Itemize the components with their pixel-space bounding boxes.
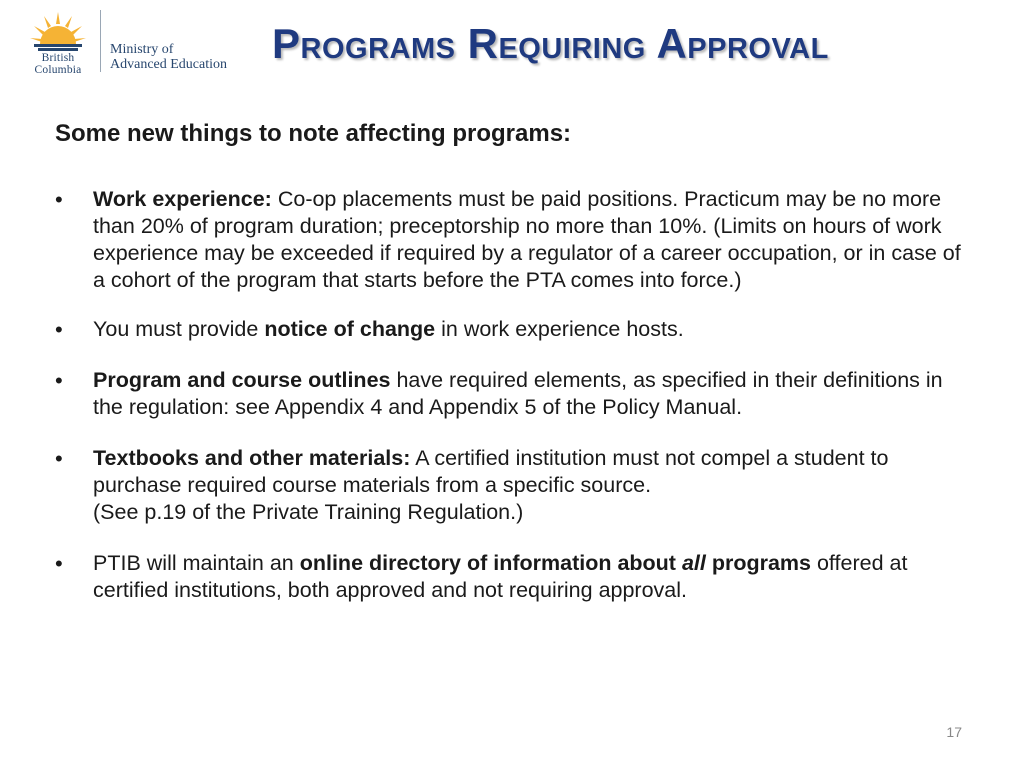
- bullet-text: have required elements, as specified in their definitions in the regulation: see Appendix 4 and Appendix 5 of the Policy Manual.: [93, 368, 943, 419]
- bullet-list: [55, 186, 975, 604]
- bullet-icon: •: [55, 317, 63, 342]
- bullet-work-experience: [55, 186, 975, 294]
- bullet-notice-of-change: [55, 316, 975, 343]
- bullet-text: A certified institution must not compel a student to purchase required course materials from a specific source.: [93, 446, 889, 497]
- bullet-text: PTIB will maintain an: [93, 551, 300, 575]
- bullet-text: offered at certified institutions, both approved and not requiring approval.: [93, 551, 908, 602]
- bullet-lead: Textbooks and other materials:: [93, 446, 411, 470]
- british-columbia-wordmark: [18, 52, 98, 76]
- subtitle: Some new things to note affecting programs:: [55, 120, 572, 147]
- bullet-text: Co-op placements must be paid positions. Practicum may be no more than 20% of program duration; preceptorship no more than 10%. (Limits on hours of work experience may be exceeded if required by a regulator of a career occupation, or in case of a cohort of the program that starts before the PTA comes into force.): [93, 187, 961, 292]
- logo-divider: [100, 10, 101, 72]
- bullet-icon: •: [55, 368, 63, 393]
- bc-sun-logo-icon: [28, 8, 88, 52]
- ministry-line1: Ministry of: [110, 42, 174, 57]
- slide-title: Programs Requiring Approval: [272, 20, 829, 67]
- bullet-citation: (See p.19 of the Private Training Regulation.): [93, 500, 524, 524]
- page-number: 17: [946, 724, 962, 740]
- bullet-icon: •: [55, 446, 63, 471]
- bullet-text: You must provide: [93, 317, 265, 341]
- bullet-emphasis: programs: [705, 551, 811, 575]
- bc-ministry-logo: [10, 8, 230, 74]
- bullet-emphasis-italic: all: [681, 551, 706, 575]
- bullet-icon: •: [55, 187, 63, 212]
- bullet-emphasis: notice of change: [264, 317, 436, 341]
- bullet-icon: •: [55, 551, 63, 576]
- bullet-online-directory: [55, 550, 975, 604]
- ministry-line2: Advanced Education: [110, 57, 228, 72]
- bullet-lead: Program and course outlines: [93, 368, 391, 392]
- bc-line2: Columbia: [34, 64, 82, 76]
- bullet-text: in work experience hosts.: [435, 317, 684, 341]
- bullet-emphasis: online directory of information about: [299, 551, 682, 575]
- bullet-lead: Work experience:: [93, 187, 272, 211]
- bullet-textbooks: [55, 445, 975, 526]
- bullet-program-outlines: [55, 367, 975, 421]
- ministry-name: [110, 42, 227, 72]
- bc-line1: British: [41, 52, 75, 64]
